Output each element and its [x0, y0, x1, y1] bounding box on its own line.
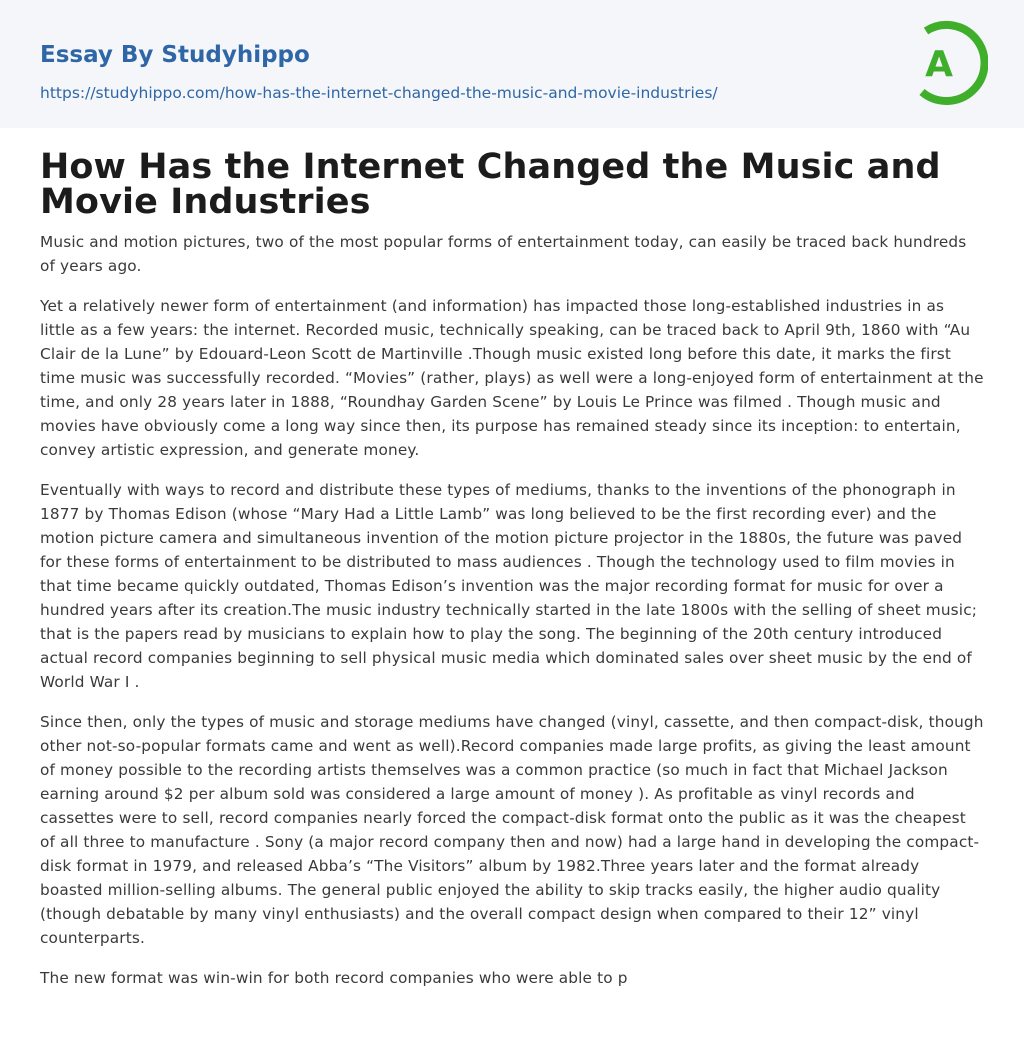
logo-letter: A [925, 44, 953, 85]
article [0, 147, 1024, 990]
article-paragraph-3: Eventually with ways to record and distribute these types of mediums, thanks to the inventions of the phonograph in 1877 by Thomas Edison (whose “Mary Had a Little Lamb” was long believed to be the first recording ever) and the motion picture camera and simultaneous invention of the motion picture projector in the 1880s, the future was paved for these forms of entertainment to be distributed to mass audiences . Though the technology used to film movies in that time became quickly outdated, Thomas Edison’s invention was the major recording format for music for over a hundred years after its creation.The music industry technically started in the late 1800s with the selling of sheet music; that is the papers read by musicians to explain how to play the song. The beginning of the 20th century introduced actual record companies beginning to sell physical music media which dominated sales over sheet music by the end of World War I . [40, 481, 978, 691]
article-paragraph-5: The new format was win-win for both record companies who were able to p [40, 969, 628, 987]
site-brand[interactable]: Essay By Studyhippo [40, 42, 310, 68]
page-header [0, 0, 1024, 128]
studyhippo-logo-icon[interactable] [912, 18, 988, 106]
article-title: How Has the Internet Changed the Music and Movie Industries [40, 147, 941, 222]
article-paragraph-2: Yet a relatively newer form of entertainment (and information) has impacted those long-established industries in as little as a few years: the internet. Recorded music, technically speaking, can be traced back to April 9th, 1860 with “Au Clair de la Lune” by Edouard-Leon Scott de Martinville .Though music existed long before this date, it marks the first time music was successfully recorded. “Movies” (rather, plays) as well were a long-enjoyed form of entertainment at the time, and only 28 years later in 1888, “Roundhay Garden Scene” by Louis Le Prince was filmed . Though music and movies have obviously come a long way since then, its purpose has remained steady since its inception: to entertain, convey artistic expression, and generate money. [40, 297, 984, 459]
source-url-link[interactable]: https://studyhippo.com/how-has-the-internet-changed-the-music-and-movie-industries/ [40, 84, 718, 102]
article-paragraph-1: Music and motion pictures, two of the most popular forms of entertainment today, can easily be traced back hundreds of years ago. [40, 233, 967, 275]
article-paragraph-4: Since then, only the types of music and storage mediums have changed (vinyl, cassette, and then compact-disk, though other not-so-popular formats came and went as well).Record companies made large profits, as giving the least amount of money possible to the recording artists themselves was a common practice (so much in fact that Michael Jackson earning around $2 per album sold was considered a large amount of money ). As profitable as vinyl records and cassettes were to sell, record companies nearly forced the compact-disk format onto the public as it was the cheapest of all three to manufacture . Sony (a major record company then and now) had a large hand in developing the compact-disk format in 1979, and released Abba’s “The Visitors” album by 1982.Three years later and the format already boasted million-selling albums. The general public enjoyed the ability to skip tracks easily, the higher audio quality (though debatable by many vinyl enthusiasts) and the overall compact design when compared to their 12” vinyl counterparts. [40, 713, 984, 947]
